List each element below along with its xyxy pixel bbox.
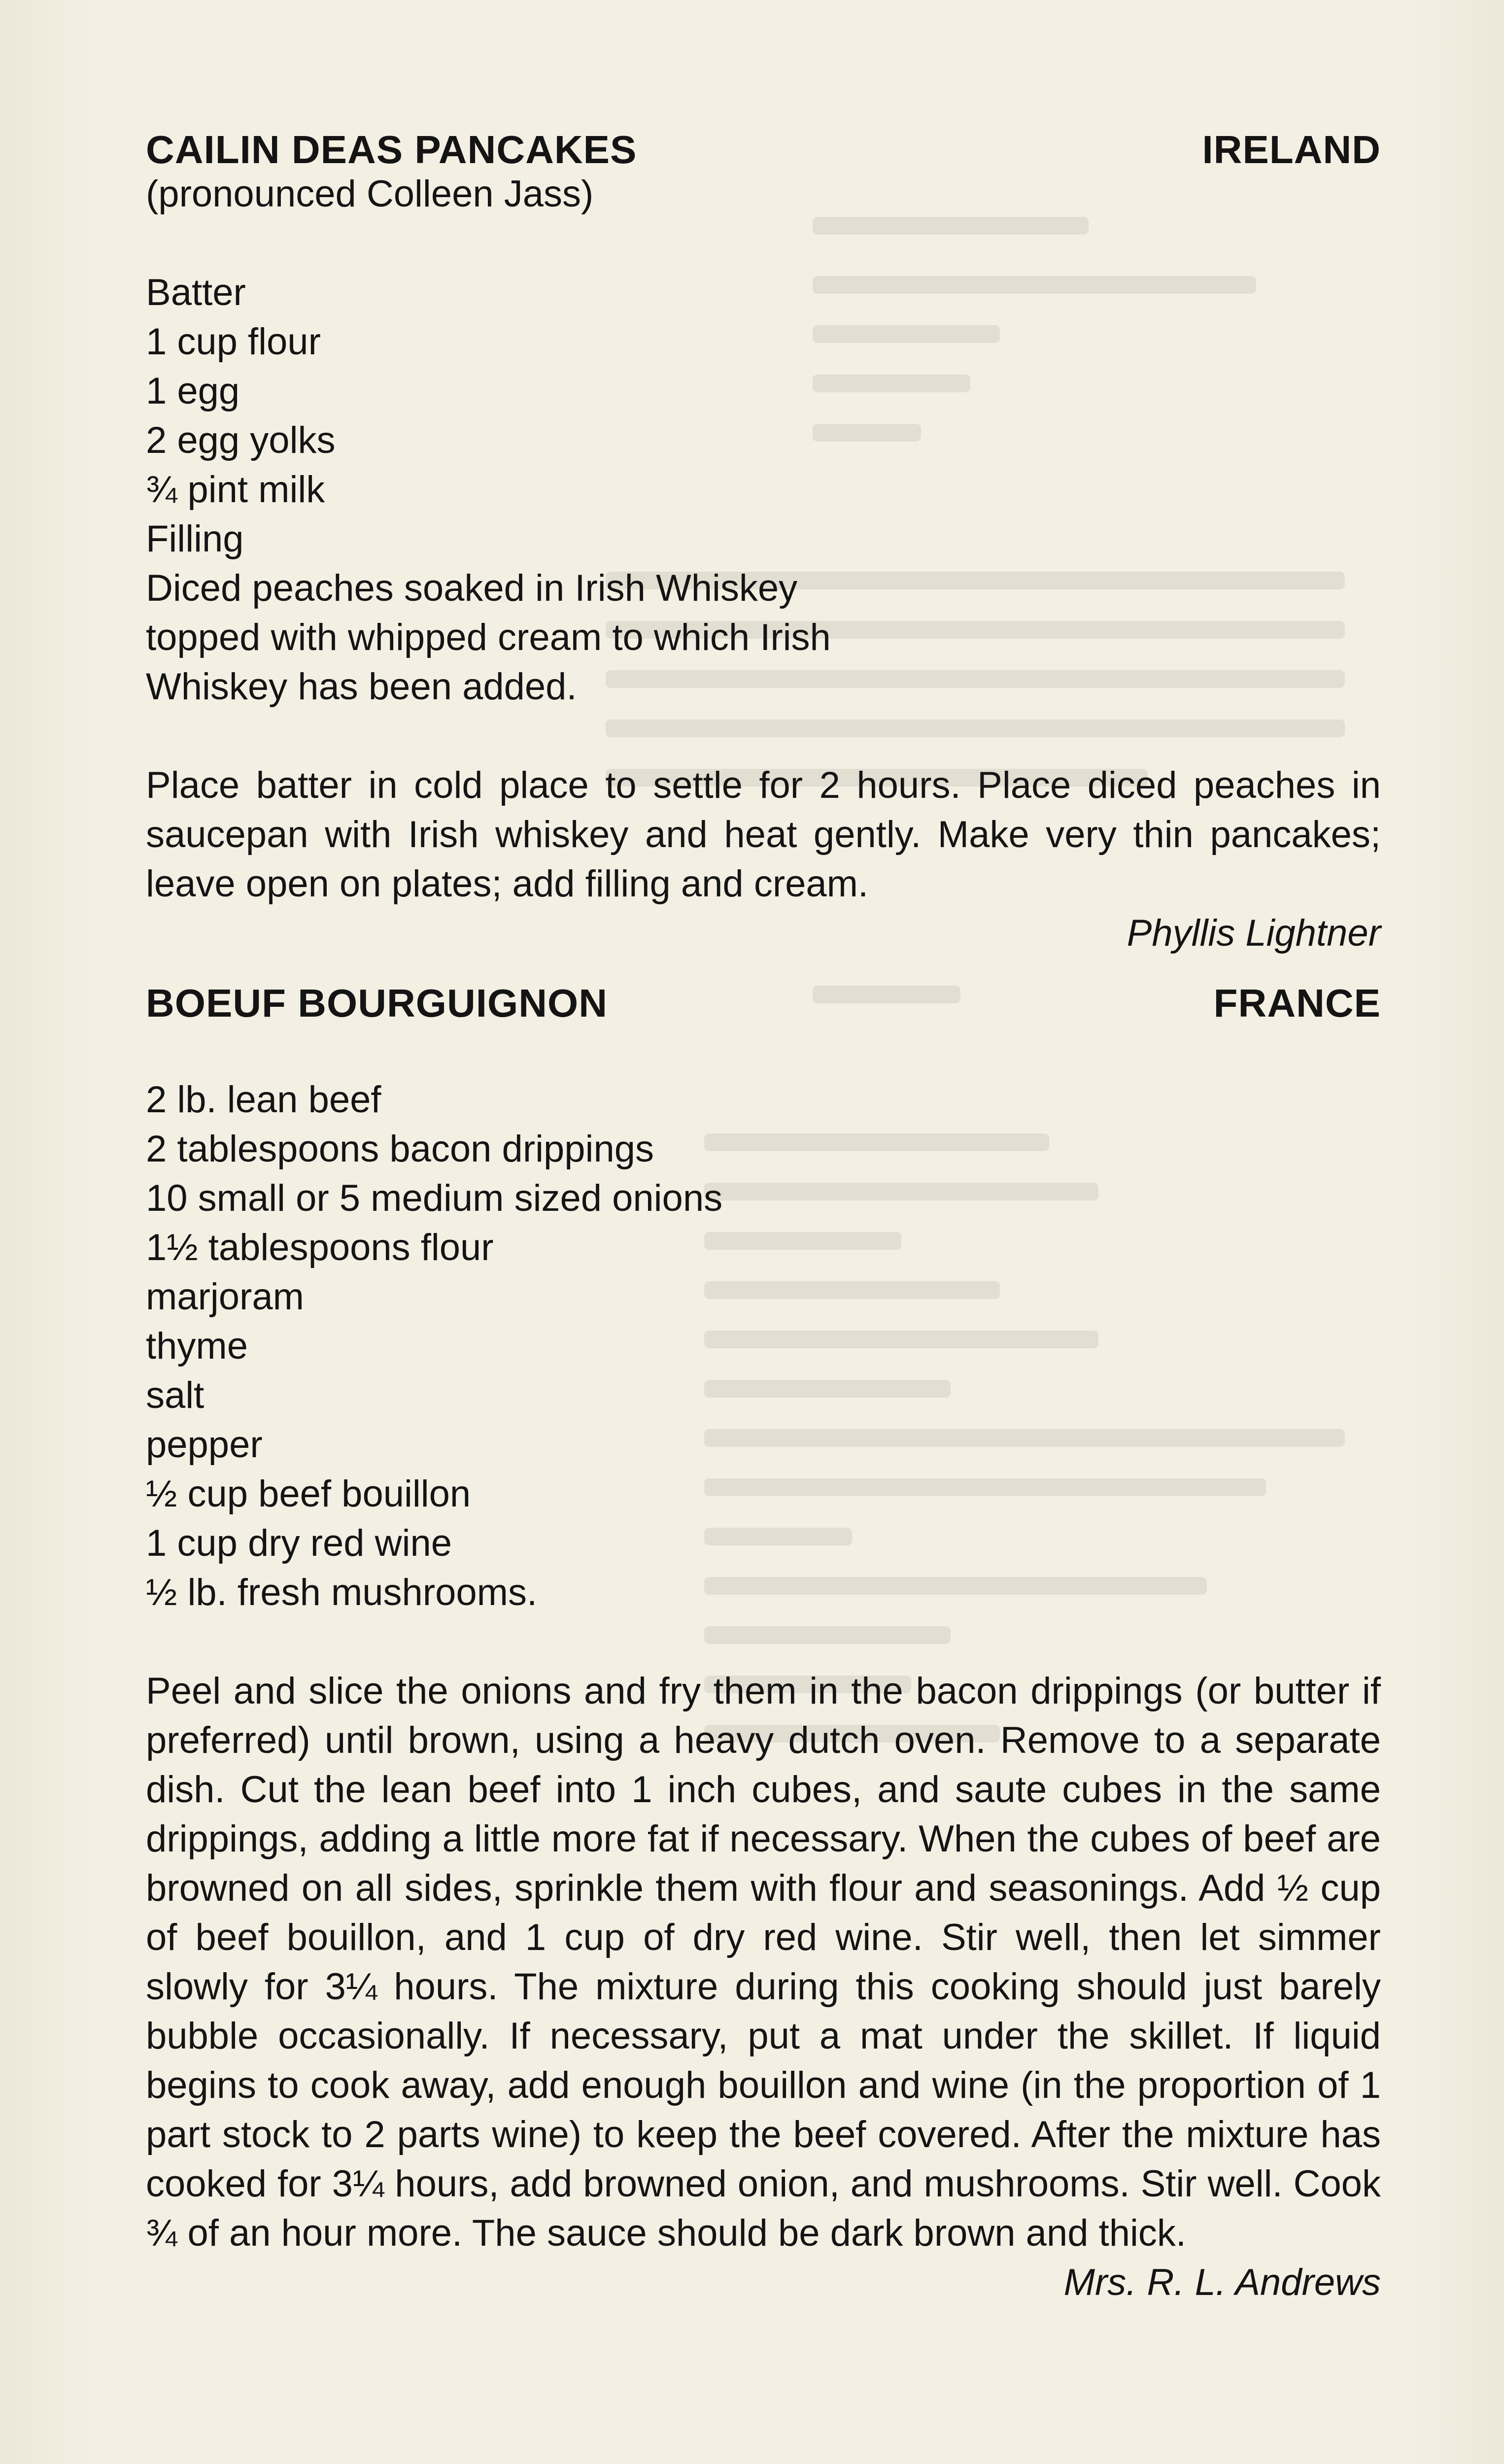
filling-line: Whiskey has been added.	[146, 666, 577, 708]
recipe-directions: Place batter in cold place to settle for 2 hours. Place diced peaches in saucepan with Irish whiskey and heat gently. Make very thin pancakes; leave open on plates; add filling and cream.	[146, 764, 1381, 905]
recipe-title: BOEUF BOURGUIGNON	[146, 981, 608, 1025]
recipe-boeuf-bourguignon	[146, 981, 1381, 2307]
ingredient: 1 egg	[146, 370, 240, 412]
ingredient: ½ cup beef bouillon	[146, 1473, 471, 1515]
ingredient: 1½ tablespoons flour	[146, 1227, 494, 1268]
ingredient: 1 cup dry red wine	[146, 1522, 452, 1564]
ingredient: 2 lb. lean beef	[146, 1079, 381, 1121]
ingredient: 1 cup flour	[146, 321, 321, 363]
recipe-author: Mrs. R. L. Andrews	[1063, 2261, 1381, 2303]
ingredient: marjoram	[146, 1276, 304, 1318]
filling-label: Filling	[146, 518, 244, 560]
ingredient: pepper	[146, 1424, 263, 1466]
ingredient: 10 small or 5 medium sized onions	[146, 1177, 723, 1219]
recipe-country: FRANCE	[1213, 981, 1381, 1025]
batter-label: Batter	[146, 272, 246, 313]
recipe-cailin-deas-pancakes	[146, 127, 1381, 958]
batter-ingredient-list	[146, 317, 1381, 514]
filling-line: topped with whipped cream to which Irish	[146, 616, 831, 658]
recipe-header	[146, 127, 1381, 172]
recipe-country: IRELAND	[1202, 128, 1381, 171]
pronunciation-note: (pronounced Colleen Jass)	[146, 173, 594, 215]
filling-description	[146, 564, 1381, 712]
recipe-title: CAILIN DEAS PANCAKES	[146, 128, 637, 171]
recipe-directions: Peel and slice the onions and fry them in the bacon drippings (or butter if preferred) until brown, using a heavy dutch oven. Remove to a separate dish. Cut the lean beef into 1 inch cubes, and saute cubes in the same drippings, adding a little more fat if necessary. When the cubes of beef are browned on all sides, sprinkle them with flour and seasonings. Add ½ cup of beef bouillon, and 1 cup of dry red wine. Stir well, then let simmer slowly for 3¼ hours. The mixture during this cooking should just barely bubble occasionally. If necessary, put a mat under the skillet. If liquid begins to cook away, add enough bouillon and wine (in the proportion of 1 part stock to 2 parts wine) to keep the beef covered. After the mixture has cooked for 3¼ hours, add browned onion, and mushrooms. Stir well. Cook ¾ of an hour more. The sauce should be dark brown and thick.	[146, 1670, 1381, 2254]
ingredient: salt	[146, 1374, 205, 1416]
ingredient: ¾ pint milk	[146, 469, 325, 511]
ingredient-list	[146, 1075, 1381, 1617]
ingredient: 2 tablespoons bacon drippings	[146, 1128, 654, 1170]
ingredient: 2 egg yolks	[146, 419, 336, 461]
ingredient: ½ lb. fresh mushrooms.	[146, 1572, 538, 1613]
ingredient: thyme	[146, 1325, 248, 1367]
recipe-header	[146, 981, 1381, 1026]
filling-line: Diced peaches soaked in Irish Whiskey	[146, 567, 798, 609]
recipe-author: Phyllis Lightner	[1127, 912, 1381, 954]
